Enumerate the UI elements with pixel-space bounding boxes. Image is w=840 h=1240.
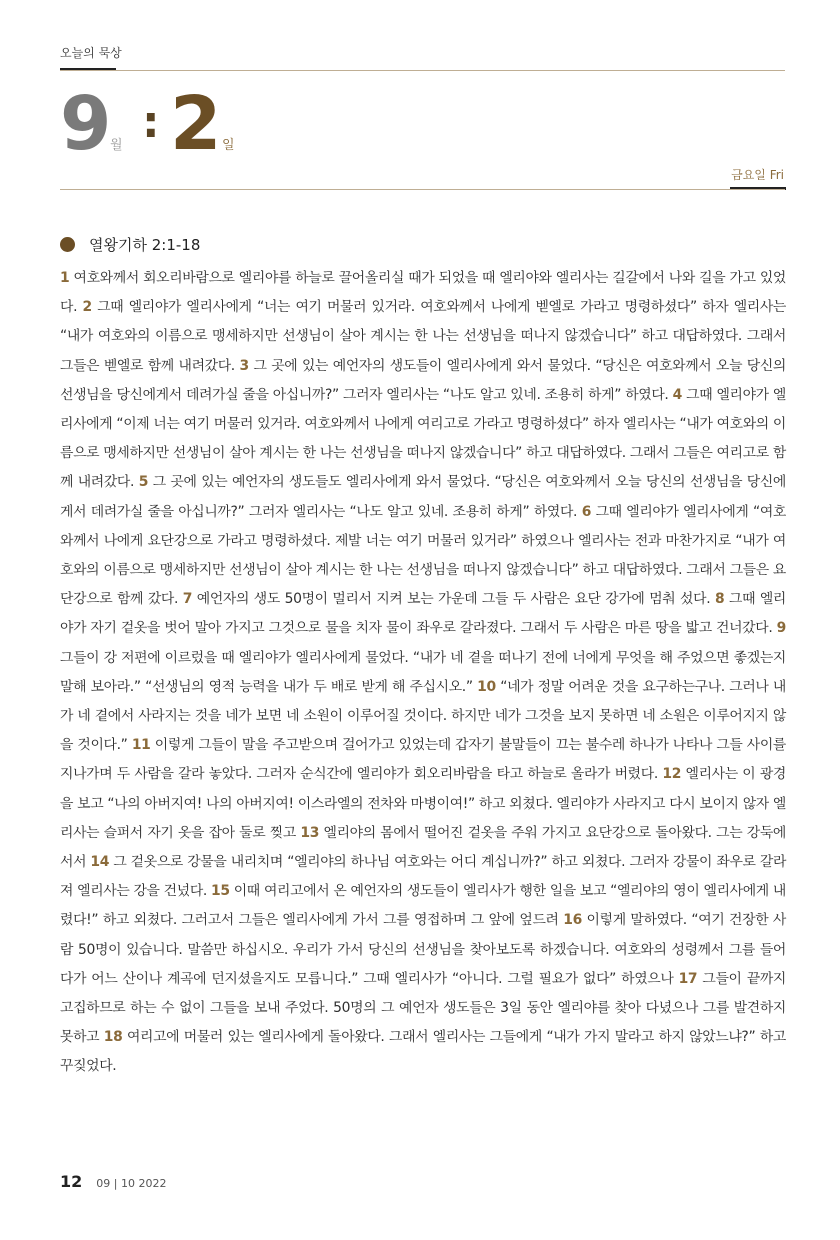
verse-number: 6 — [581, 503, 592, 520]
date-rule — [60, 189, 785, 190]
verse-number: 5 — [138, 474, 149, 491]
verse-number: 16 — [563, 912, 582, 929]
verse-number: 3 — [239, 357, 249, 374]
verse-number: 12 — [662, 766, 682, 783]
header-rule — [60, 70, 785, 71]
bullet-icon — [60, 237, 75, 252]
verse-number: 4 — [672, 386, 682, 403]
verse-text: 그들이 끝까지 고집하므로 하는 수 없이 그들을 보내 주었다. 50명의 그 예언자 생도들은 3일 동안 엘리야를 찾아 다녔으나 그를 발견하지 못하고 — [60, 970, 786, 1046]
verse-text: 그 곳에 있는 예언자의 생도들이 엘리사에게 와서 물었다. “당신은 여호와께서 오늘 당신의 선생님을 당신에게서 데려가실 줄을 아십니까?” 그러자 엘리사는 “나도 알고 있네. 조용히 하게” 하였다. — [60, 357, 786, 403]
verse-number: 17 — [678, 970, 698, 987]
month-unit: 월 — [110, 138, 123, 153]
verse-text: 그들이 강 저편에 이르렀을 때 엘리야가 엘리사에게 물었다. “내가 네 곁을 떠나기 전에 너에게 무엇을 해 주었으면 좋겠는지 말해 보아라.” “선생님의 영적 능력을 내가 두 배로 받게 해 주십시오.” — [60, 649, 786, 695]
verse-text: 그때 엘리야가 엘리사에게 “여호와께서 나에게 요단강으로 가라고 명령하셨다. 제발 너는 여기 머물러 있거라” 하였으나 엘리사는 전과 마찬가지로 “내가 여호와의 이름으로 맹세하지만 선생님이 살아 계시는 한 나는 선생님을 떠나지 않겠습니다” 하고 대답하였다. 그래서 그들은 요단강으로 함께 갔다. — [60, 503, 786, 608]
date-separator: : — [142, 97, 160, 148]
month-number: 9 — [60, 81, 112, 167]
verse-number: 2 — [82, 299, 92, 316]
scripture-text — [60, 264, 786, 1082]
header-label: 오늘의 묵상 — [60, 46, 122, 60]
verse-number: 11 — [131, 737, 151, 754]
passage-heading — [60, 234, 200, 255]
verse-text: 이때 여리고에서 온 예언자의 생도들이 엘리사가 행한 일을 보고 “엘리야의 영이 엘리사에게 내렸다!” 하고 외쳤다. 그러고서 그들은 엘리사에게 가서 그를 영접하며 그 앞에 엎드려 — [60, 883, 786, 929]
verse-number: 15 — [211, 883, 230, 900]
verse-number: 8 — [714, 591, 725, 608]
verse-text: 그 겉옷으로 강물을 내리치며 “엘리야의 하나님 여호와는 어디 계십니까?” 하고 외쳤다. 그러자 강물이 좌우로 갈라져 엘리사는 강을 건넜다. — [60, 854, 787, 900]
page-number: 12 — [60, 1172, 83, 1191]
verse-number: 7 — [182, 591, 193, 608]
verse-number: 18 — [103, 1029, 123, 1046]
verse-text: 이렇게 말하였다. “여기 건장한 사람 50명이 있습니다. 말씀만 하십시오. 우리가 가서 당신의 선생님을 찾아보도록 하겠습니다. 여호와의 성령께서 그를 들어다가 어느 산이나 계곡에 던지셨을지도 모릅니다.” 그때 엘리사가 “아니다. 그럴 필요가 없다” 하였으나 — [60, 912, 786, 987]
verse-text: 엘리야의 몸에서 떨어진 겉옷을 주워 가지고 요단강으로 돌아왔다. 그는 강둑에 서서 — [60, 824, 786, 871]
verse-number: 10 — [477, 678, 496, 695]
day-number: 2 — [170, 81, 222, 167]
day-unit: 일 — [222, 138, 235, 153]
verse-text: “네가 정말 어려운 것을 요구하는구나. 그러나 내가 네 곁에서 사라지는 것을 네가 보면 네 소원이 이루어질 것이다. 하지만 네가 그것을 보지 못하면 네 소원은 이루어지지 않을 것이다.” — [60, 678, 787, 754]
verse-number: 9 — [776, 620, 786, 637]
page-footer — [60, 1172, 166, 1191]
weekday: 금요일 Fri — [731, 168, 784, 182]
verse-text: 그때 엘리야가 자기 겉옷을 벗어 말아 가지고 그것으로 물을 치자 물이 좌우로 갈라졌다. 그래서 두 사람은 마른 땅을 밟고 건너갔다. — [60, 591, 786, 637]
verse-number: 1 — [60, 270, 70, 286]
verse-text: 그때 엘리야가 엘리사에게 “이제 너는 여기 머물러 있거라. 여호와께서 나에게 여리고로 가라고 명령하셨다” 하자 엘리사는 “내가 여호와의 이름으로 맹세하지만 선생님이 살아 계시는 한 나는 선생님을 떠나지 않겠습니다” 하고 대답하였다. 그래서 그들은 여리고로 함께 내려갔다. — [60, 386, 786, 491]
verse-text: 여호와께서 회오리바람으로 엘리야를 하늘로 끌어올리실 때가 되었을 때 엘리야와 엘리사는 길갈에서 나와 길을 가고 있었다. — [60, 270, 786, 316]
verse-number: 13 — [300, 824, 320, 841]
verse-text: 여리고에 머물러 있는 엘리사에게 돌아왔다. 그래서 엘리사는 그들에게 “내가 가지 말라고 하지 않았느냐?” 하고 꾸짖었다. — [60, 1029, 786, 1075]
verse-text: 그때 엘리야가 엘리사에게 “너는 여기 머물러 있거라. 여호와께서 나에게 벧엘로 가라고 명령하셨다” 하자 엘리사는 “내가 여호와의 이름으로 맹세하지만 선생님이 살아 계시는 한 나는 선생님을 떠나지 않겠습니다” 하고 대답하였다. 그래서 그들은 벧엘로 함께 내려갔다. — [60, 299, 786, 374]
verse-text: 예언자의 생도 50명이 멀리서 지켜 보는 가운데 그들 두 사람은 요단 강가에 멈춰 섰다. — [192, 591, 715, 608]
verse-text: 이렇게 그들이 말을 주고받으며 걸어가고 있었는데 갑자기 불말들이 끄는 불수레 하나가 나타나 그들 사이를 지나가며 두 사람을 갈라 놓았다. 그러자 순식간에 엘리야가 회오리바람을 타고 하늘로 올라가 버렸다. — [60, 737, 786, 783]
verse-number: 14 — [90, 854, 110, 871]
passage-reference: 열왕기하 2:1-18 — [89, 236, 201, 254]
verse-text: 엘리사는 이 광경을 보고 “나의 아버지여! 나의 아버지여! 이스라엘의 전차와 마병이여!” 하고 외쳤다. 엘리야가 사라지고 다시 보이지 않자 엘리사는 슬퍼서 자기 옷을 잡아 둘로 찢고 — [60, 766, 786, 841]
issue-date: 09 | 10 2022 — [96, 1177, 167, 1190]
verse-text: 그 곳에 있는 예언자의 생도들도 엘리사에게 와서 물었다. “당신은 여호와께서 오늘 당신의 선생님을 당신에게서 데려가실 줄을 아십니까?” 그러자 엘리사는 “나도 알고 있네. 조용히 하게” 하였다. — [60, 474, 786, 520]
